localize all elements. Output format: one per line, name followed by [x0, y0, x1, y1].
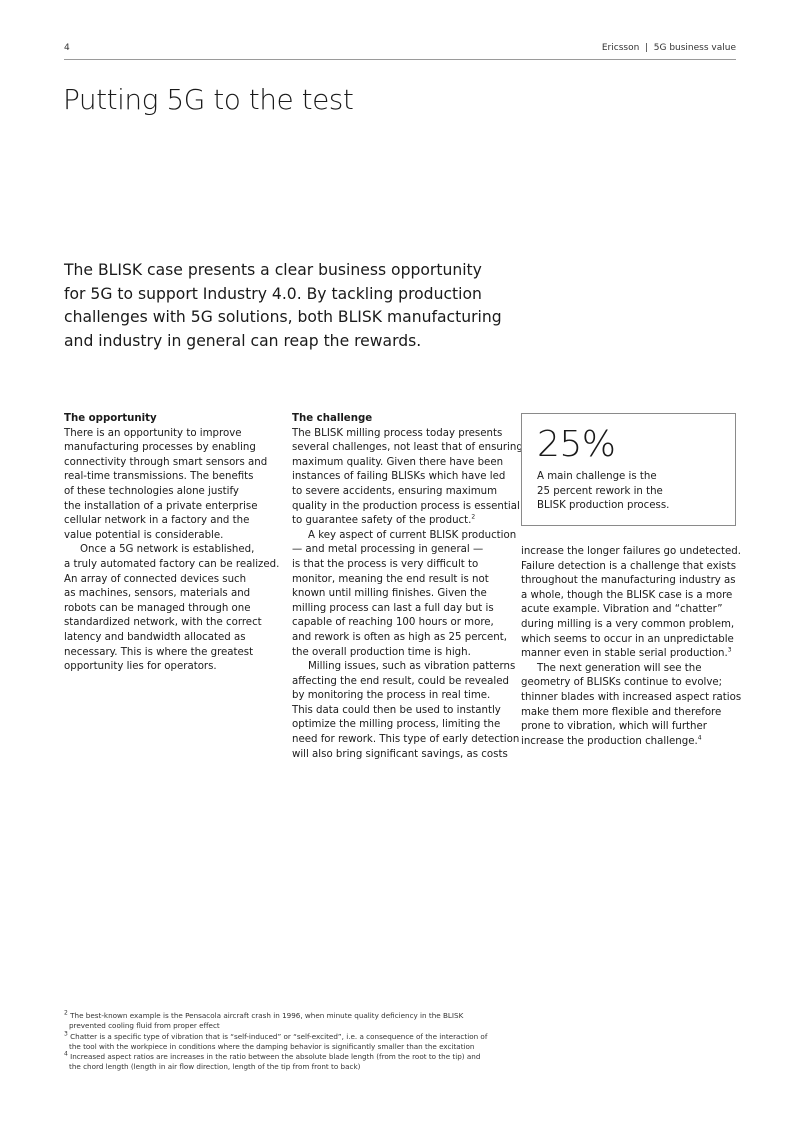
- footnotes: [64, 1011, 514, 1073]
- body-line: need for rework. This type of early detection: [292, 734, 520, 746]
- body-line: There is an opportunity to improve: [64, 427, 242, 439]
- body-line: value potential is considerable.: [64, 529, 224, 541]
- body-line: standardized network, with the correct: [64, 617, 262, 629]
- body-line: increase the longer failures go undetected.: [521, 546, 741, 557]
- body-line: thinner blades with increased aspect ratios: [521, 691, 742, 703]
- challenge-heading: The challenge: [292, 413, 373, 424]
- body-line: will also bring significant savings, as costs: [292, 748, 508, 760]
- header-rule: [64, 59, 736, 60]
- body-line: latency and bandwidth allocated as: [64, 631, 246, 643]
- body-line: A key aspect of current BLISK production: [308, 529, 517, 541]
- body-line: as machines, sensors, materials and: [64, 588, 251, 600]
- body-line: capable of reaching 100 hours or more,: [292, 617, 494, 629]
- footnote-4-cont: the chord length (length in air flow direction, length of the tip from front to back): [69, 1062, 361, 1072]
- body-line: [521, 647, 736, 662]
- body-line: manufacturing processes by enabling: [64, 442, 256, 454]
- body-line: necessary. This is where the greatest: [64, 646, 254, 658]
- page-title: Putting 5G to the test: [63, 83, 354, 116]
- intro-line: and industry in general can reap the rewards.: [64, 331, 422, 350]
- body-line: by monitoring the process in real time.: [292, 690, 491, 702]
- body-line: is that the process is very difficult to: [292, 558, 479, 570]
- body-line: [292, 514, 510, 529]
- opportunity-column: [64, 412, 280, 675]
- body-line: instances of failing BLISKs which have led: [292, 471, 506, 483]
- continued-column: [521, 545, 742, 749]
- footnote-mark: 3: [64, 1030, 68, 1038]
- body-text: manner even in stable serial production.: [521, 648, 728, 660]
- body-line: the overall production time is high.: [292, 646, 471, 658]
- body-text: to guarantee safety of the product.: [292, 515, 472, 527]
- body-line: — and metal processing in general —: [292, 544, 484, 556]
- stat-figure: 25%: [537, 424, 616, 465]
- running-header: Ericsson | 5G business value: [601, 43, 736, 53]
- intro-line: challenges with 5G solutions, both BLISK manufacturing: [64, 308, 502, 326]
- body-line: robots can be managed through one: [64, 602, 251, 614]
- intro-paragraph: [64, 259, 514, 353]
- footnote-3: [64, 1032, 514, 1042]
- body-line: Once a 5G network is established,: [80, 544, 255, 556]
- body-line: quality in the production process is essential: [292, 500, 520, 512]
- body-line: several challenges, not least that of ensuring: [292, 442, 523, 454]
- body-line: geometry of BLISKs continue to evolve;: [521, 677, 723, 689]
- body-line: known until milling finishes. Given the: [292, 588, 487, 600]
- body-line: The BLISK milling process today presents: [292, 427, 503, 439]
- footnote-3-cont: the tool with the workpiece in conditions where the damping behavior is significantly smaller than the excitation: [69, 1041, 475, 1051]
- body-line: monitor, meaning the end result is not: [292, 573, 489, 585]
- body-line: connectivity through smart sensors and: [64, 456, 268, 468]
- caption-line: A main challenge is the: [537, 471, 657, 482]
- caption-line: BLISK production process.: [537, 500, 670, 512]
- footnote-ref: 4: [697, 734, 702, 742]
- footnote-2: [64, 1011, 514, 1021]
- body-line: affecting the end result, could be revealed: [292, 675, 509, 687]
- body-line: cellular network in a factory and the: [64, 515, 250, 527]
- footnote-text: Chatter is a specific type of vibration that is “self-induced” or “self-excited”, i.e. a consequence of the interaction of: [70, 1031, 488, 1041]
- body-line: the installation of a private enterprise: [64, 500, 258, 512]
- footnote-ref: 2: [471, 513, 476, 521]
- intro-line: The BLISK case presents a clear business opportunity: [64, 261, 482, 279]
- body-line: This data could then be used to instantly: [292, 704, 501, 716]
- opportunity-heading: The opportunity: [64, 413, 157, 424]
- footnote-text: Increased aspect ratios are increases in the ratio between the absolute blade length (from the root to the tip) and: [70, 1052, 481, 1062]
- footnote-mark: 2: [64, 1009, 68, 1017]
- footnote-text: The best-known example is the Pensacola aircraft crash in 1996, when minute quality deficiency in the BLISK: [70, 1011, 464, 1020]
- body-line: throughout the manufacturing industry as: [521, 575, 736, 587]
- body-line: real-time transmissions. The benefits: [64, 471, 254, 483]
- body-line: milling process can last a full day but is: [292, 602, 494, 614]
- footnote-mark: 4: [64, 1050, 68, 1058]
- body-line: [521, 735, 736, 750]
- body-line: and rework is often as high as 25 percent,: [292, 631, 507, 643]
- body-line: acute example. Vibration and “chatter”: [521, 604, 723, 616]
- footnote-2-cont: prevented cooling fluid from proper effect: [69, 1021, 220, 1031]
- body-line: to severe accidents, ensuring maximum: [292, 485, 498, 497]
- footnote-4: [64, 1052, 514, 1062]
- body-line: Failure detection is a challenge that exists: [521, 560, 737, 572]
- page-number: 4: [64, 43, 70, 53]
- body-line: The next generation will see the: [537, 662, 702, 674]
- body-line: opportunity lies for operators.: [64, 661, 217, 673]
- body-line: which seems to occur in an unpredictable: [521, 633, 734, 645]
- intro-line: for 5G to support Industry 4.0. By tackling production: [64, 284, 482, 303]
- body-line: a whole, though the BLISK case is a more: [521, 589, 733, 601]
- stat-caption: [537, 470, 669, 514]
- stat-callout-box: [521, 413, 736, 526]
- footnote-ref: 3: [727, 646, 732, 654]
- caption-line: 25 percent rework in the: [537, 485, 663, 497]
- body-line: a truly automated factory can be realized.: [64, 558, 280, 570]
- body-line: An array of connected devices such: [64, 573, 247, 585]
- body-line: maximum quality. Given there have been: [292, 456, 504, 468]
- challenge-column: [292, 412, 523, 762]
- body-line: Milling issues, such as vibration patterns: [308, 661, 516, 673]
- body-line: during milling is a very common problem,: [521, 618, 735, 630]
- body-line: prone to vibration, which will further: [521, 721, 707, 733]
- body-line: optimize the milling process, limiting the: [292, 719, 501, 731]
- body-line: of these technologies alone justify: [64, 485, 239, 497]
- body-line: make them more flexible and therefore: [521, 706, 722, 718]
- body-text: increase the production challenge.: [521, 735, 698, 747]
